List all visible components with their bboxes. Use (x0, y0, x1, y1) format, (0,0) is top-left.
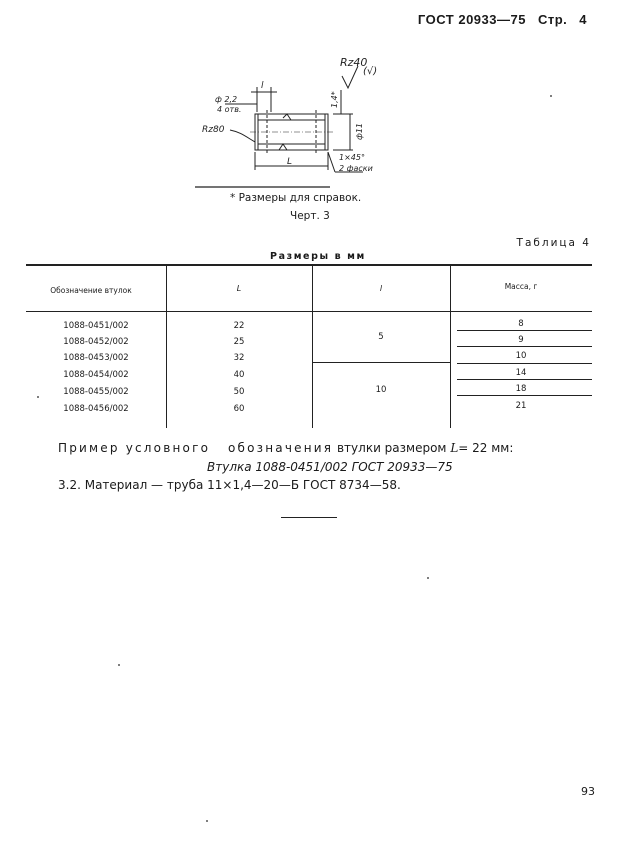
standard-number: ГОСТ 20933—75 (417, 12, 526, 27)
designation-example (58, 441, 513, 455)
scan-speck (550, 95, 552, 97)
example-lead-b: обозначения (227, 441, 334, 455)
scan-speck (118, 664, 120, 666)
table-cell-designation: 1088-0451/002 (63, 321, 129, 331)
example-var: L (450, 441, 459, 455)
roughness-side-label: Rz80 (202, 125, 225, 135)
material-clause: 3.2. Материал — труба 11×1,4—20—Б ГОСТ 8734—58. (58, 478, 401, 492)
table-label: Таблица 4 (516, 237, 591, 249)
table-cell-mass: 9 (518, 335, 524, 345)
roughness-symbol-top (342, 66, 358, 88)
table-cell-L: 40 (233, 370, 245, 380)
dim-L-label: L (287, 157, 293, 167)
chamfer-label: 1×45° (339, 153, 365, 162)
page-label: Стр. (537, 12, 568, 27)
table-cell-mass: 10 (515, 351, 527, 361)
table-cell-l-group: 10 (375, 385, 387, 395)
col-header-mass: Масса, г (504, 282, 538, 291)
table-cell-designation: 1088-0452/002 (63, 337, 129, 347)
table-cell-L: 50 (233, 387, 245, 397)
roughness-mark-1 (283, 114, 291, 120)
table-cell-designation: 1088-0453/002 (63, 353, 129, 363)
roughness-check-label: (√) (363, 66, 378, 77)
table-cell-mass: 8 (518, 319, 524, 329)
col-header-l: l (379, 284, 383, 293)
col-header-designation: Обозначение втулок (50, 286, 132, 295)
dim-l-label: l (261, 81, 264, 91)
scan-speck (206, 820, 208, 822)
col-header-L: L (236, 284, 242, 293)
roughness-mark-2 (279, 144, 287, 150)
table-cell-L: 60 (233, 404, 245, 414)
example-designation: Втулка 1088-0451/002 ГОСТ 20933—75 (207, 460, 453, 474)
section-divider (281, 517, 337, 518)
table-cell-l-group: 5 (378, 332, 384, 342)
table-cell-designation: 1088-0454/002 (63, 370, 129, 380)
chamfer-note-label: 2 фаски (339, 164, 373, 173)
page-number: 4 (579, 12, 587, 27)
example-lead-c: втулки размером (336, 441, 447, 455)
drawing-caption: Черт. 3 (290, 210, 330, 222)
table-cell-L: 32 (233, 353, 245, 363)
example-value: = 22 мм: (458, 441, 514, 455)
page-header (418, 12, 587, 27)
table-cell-mass: 21 (515, 401, 527, 411)
table-cell-designation: 1088-0456/002 (63, 404, 129, 414)
footer-page-number: 93 (581, 785, 595, 798)
dimensions-table (26, 264, 592, 428)
table-cell-mass: 18 (515, 384, 527, 394)
hole-count-label: 4 отв. (217, 105, 242, 114)
table-cell-mass: 14 (515, 368, 527, 378)
table-cell-L: 25 (233, 337, 245, 347)
table-cell-designation: 1088-0455/002 (63, 387, 129, 397)
dim-diameter-label: ф11 (355, 122, 364, 140)
table-cell-L: 22 (233, 321, 245, 331)
technical-drawing (195, 52, 425, 202)
example-lead-a: Пример условного (58, 441, 211, 455)
scan-speck (427, 577, 429, 579)
table-units: Размеры в мм (270, 251, 366, 262)
hole-diameter-label: ф 2,2 (215, 95, 238, 104)
drawing-footnote: * Размеры для справок. (230, 192, 362, 204)
bushing-drawing (195, 52, 425, 202)
roughness-top-label: Rz40 (340, 56, 368, 69)
dim-wall-label: 1,4* (330, 91, 339, 108)
scan-speck (37, 396, 39, 398)
